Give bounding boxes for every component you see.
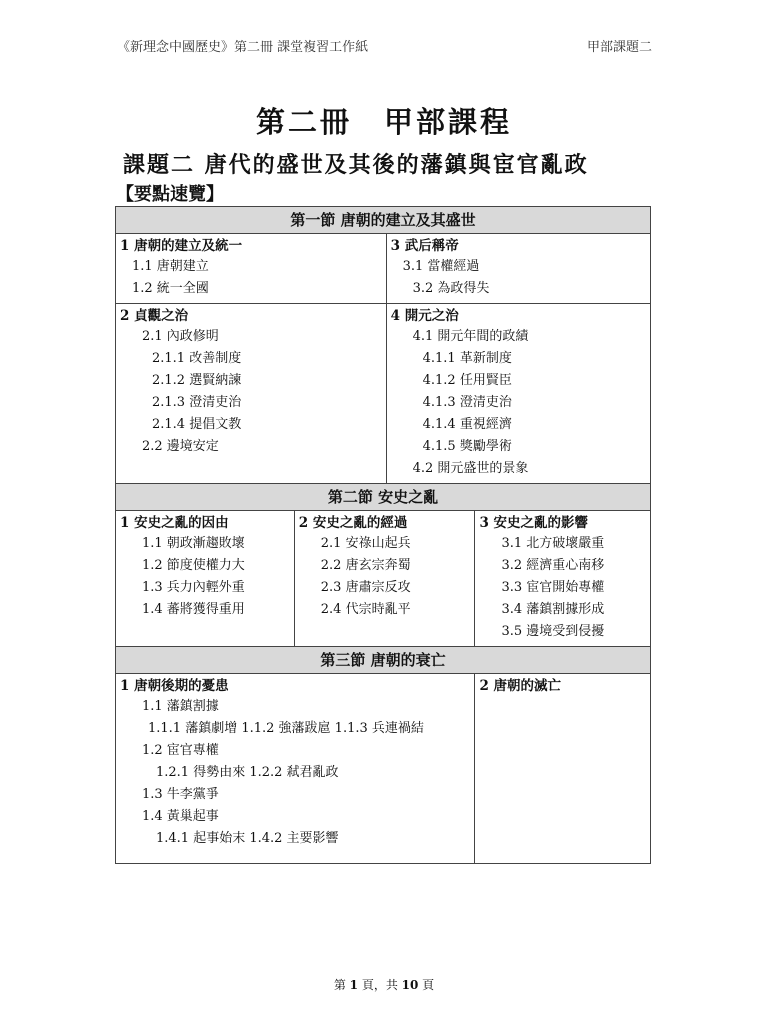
outline-item: 3.1 北方破壞嚴重 <box>501 536 605 551</box>
page-footer <box>0 976 768 993</box>
outline-heading: 1 唐朝的建立及統一 <box>120 238 243 254</box>
outline-item: 1.4 黃巢起事 <box>142 809 219 824</box>
outline-item: 4.1.5 獎勵學術 <box>422 439 512 454</box>
section1-cell-founding <box>116 234 387 304</box>
outline-heading: 3 安史之亂的影響 <box>479 515 589 531</box>
page-title: 第二冊 甲部課程 <box>255 105 512 139</box>
outline-item: 1.4 蕃將獲得重用 <box>142 602 245 617</box>
outline-item: 1.2.1 得勢由來 1.2.2 弒君亂政 <box>156 765 339 780</box>
outline-item: 3.2 經濟重心南移 <box>501 558 605 573</box>
section2-cell-course <box>294 511 475 647</box>
outline-item: 2.2 邊境安定 <box>142 439 219 454</box>
section1-cell-empress-wu <box>386 234 650 304</box>
outline-item: 2.3 唐肅宗反攻 <box>320 580 411 595</box>
outline-item: 1.1 藩鎮割據 <box>142 699 219 714</box>
outline-heading: 2 安史之亂的經過 <box>298 515 408 531</box>
outline-item: 3.2 為政得失 <box>412 281 490 296</box>
outline-item: 4.2 開元盛世的景象 <box>412 461 529 476</box>
outline-item: 2.1.3 澄清吏治 <box>152 395 242 410</box>
outline-item: 2.1.4 提倡文教 <box>152 417 242 432</box>
running-header-left: 《新理念中國歷史》第二冊 課堂複習工作紙 <box>117 40 369 55</box>
outline-item: 1.3 兵力內輕外重 <box>142 580 245 595</box>
footer-page-number: 1 <box>349 978 358 992</box>
outline-item: 2.1.1 改善制度 <box>152 351 242 366</box>
outline-item: 3.5 邊境受到侵擾 <box>501 624 605 639</box>
footer-page-total: 10 <box>401 978 419 992</box>
outline-item: 1.2 宦官專權 <box>142 743 219 758</box>
outline-item: 2.1 內政修明 <box>142 329 219 344</box>
outline-item: 1.1.1 藩鎮劇增 1.1.2 強藩跋扈 1.1.3 兵連禍結 <box>148 721 424 736</box>
outline-item: 4.1.4 重視經濟 <box>422 417 512 432</box>
section2-cell-effects <box>475 511 651 647</box>
outline-table <box>115 206 651 864</box>
section3-cell-late-troubles <box>116 674 475 864</box>
outline-heading: 2 唐朝的滅亡 <box>479 678 562 694</box>
outline-item: 2.2 唐玄宗奔蜀 <box>320 558 411 573</box>
outline-item: 1.1 唐朝建立 <box>132 259 209 274</box>
outline-item: 4.1.2 任用賢臣 <box>422 373 512 388</box>
section1-cell-zhenguan <box>116 304 387 484</box>
section1-heading: 第一節 唐朝的建立及其盛世 <box>116 207 651 234</box>
outline-item: 4.1.1 革新制度 <box>422 351 512 366</box>
outline-item: 3.3 宦官開始專權 <box>501 580 605 595</box>
outline-item: 1.2 統一全國 <box>132 281 209 296</box>
outline-item: 2.1 安祿山起兵 <box>320 536 411 551</box>
outline-item: 2.1.2 選賢納諫 <box>152 373 242 388</box>
outline-item: 1.4.1 起事始末 1.4.2 主要影響 <box>156 831 339 846</box>
running-header-right: 甲部課題二 <box>586 40 652 55</box>
section2-heading: 第二節 安史之亂 <box>116 484 651 511</box>
outline-item: 2.4 代宗時亂平 <box>320 602 411 617</box>
outline-item: 1.3 牛李黨爭 <box>142 787 219 802</box>
section3-heading: 第三節 唐朝的衰亡 <box>116 647 651 674</box>
outline-heading: 1 安史之亂的因由 <box>120 515 229 531</box>
outline-item: 3.1 當權經過 <box>402 259 480 274</box>
outline-heading: 3 武后稱帝 <box>390 238 459 254</box>
outline-heading: 2 貞觀之治 <box>120 308 189 324</box>
outline-item: 4.1.3 澄清吏治 <box>422 395 512 410</box>
topic-subtitle: 課題二 唐代的盛世及其後的藩鎮與宦官亂政 <box>123 152 589 178</box>
outline-item: 1.1 朝政漸趨敗壞 <box>142 536 245 551</box>
overview-label: 【要點速覽】 <box>116 184 224 205</box>
footer-mid: 頁，共 <box>358 978 402 992</box>
footer-prefix: 第 <box>333 978 350 992</box>
section1-cell-kaiyuan <box>386 304 650 484</box>
outline-item: 3.4 藩鎮割據形成 <box>501 602 605 617</box>
outline-item: 4.1 開元年間的政績 <box>412 329 529 344</box>
outline-item: 1.2 節度使權力大 <box>142 558 245 573</box>
section3-cell-fall <box>475 674 651 864</box>
outline-heading: 1 唐朝後期的憂患 <box>120 678 229 694</box>
section2-cell-causes <box>116 511 295 647</box>
footer-suffix: 頁 <box>418 978 435 992</box>
outline-heading: 4 開元之治 <box>390 308 459 324</box>
